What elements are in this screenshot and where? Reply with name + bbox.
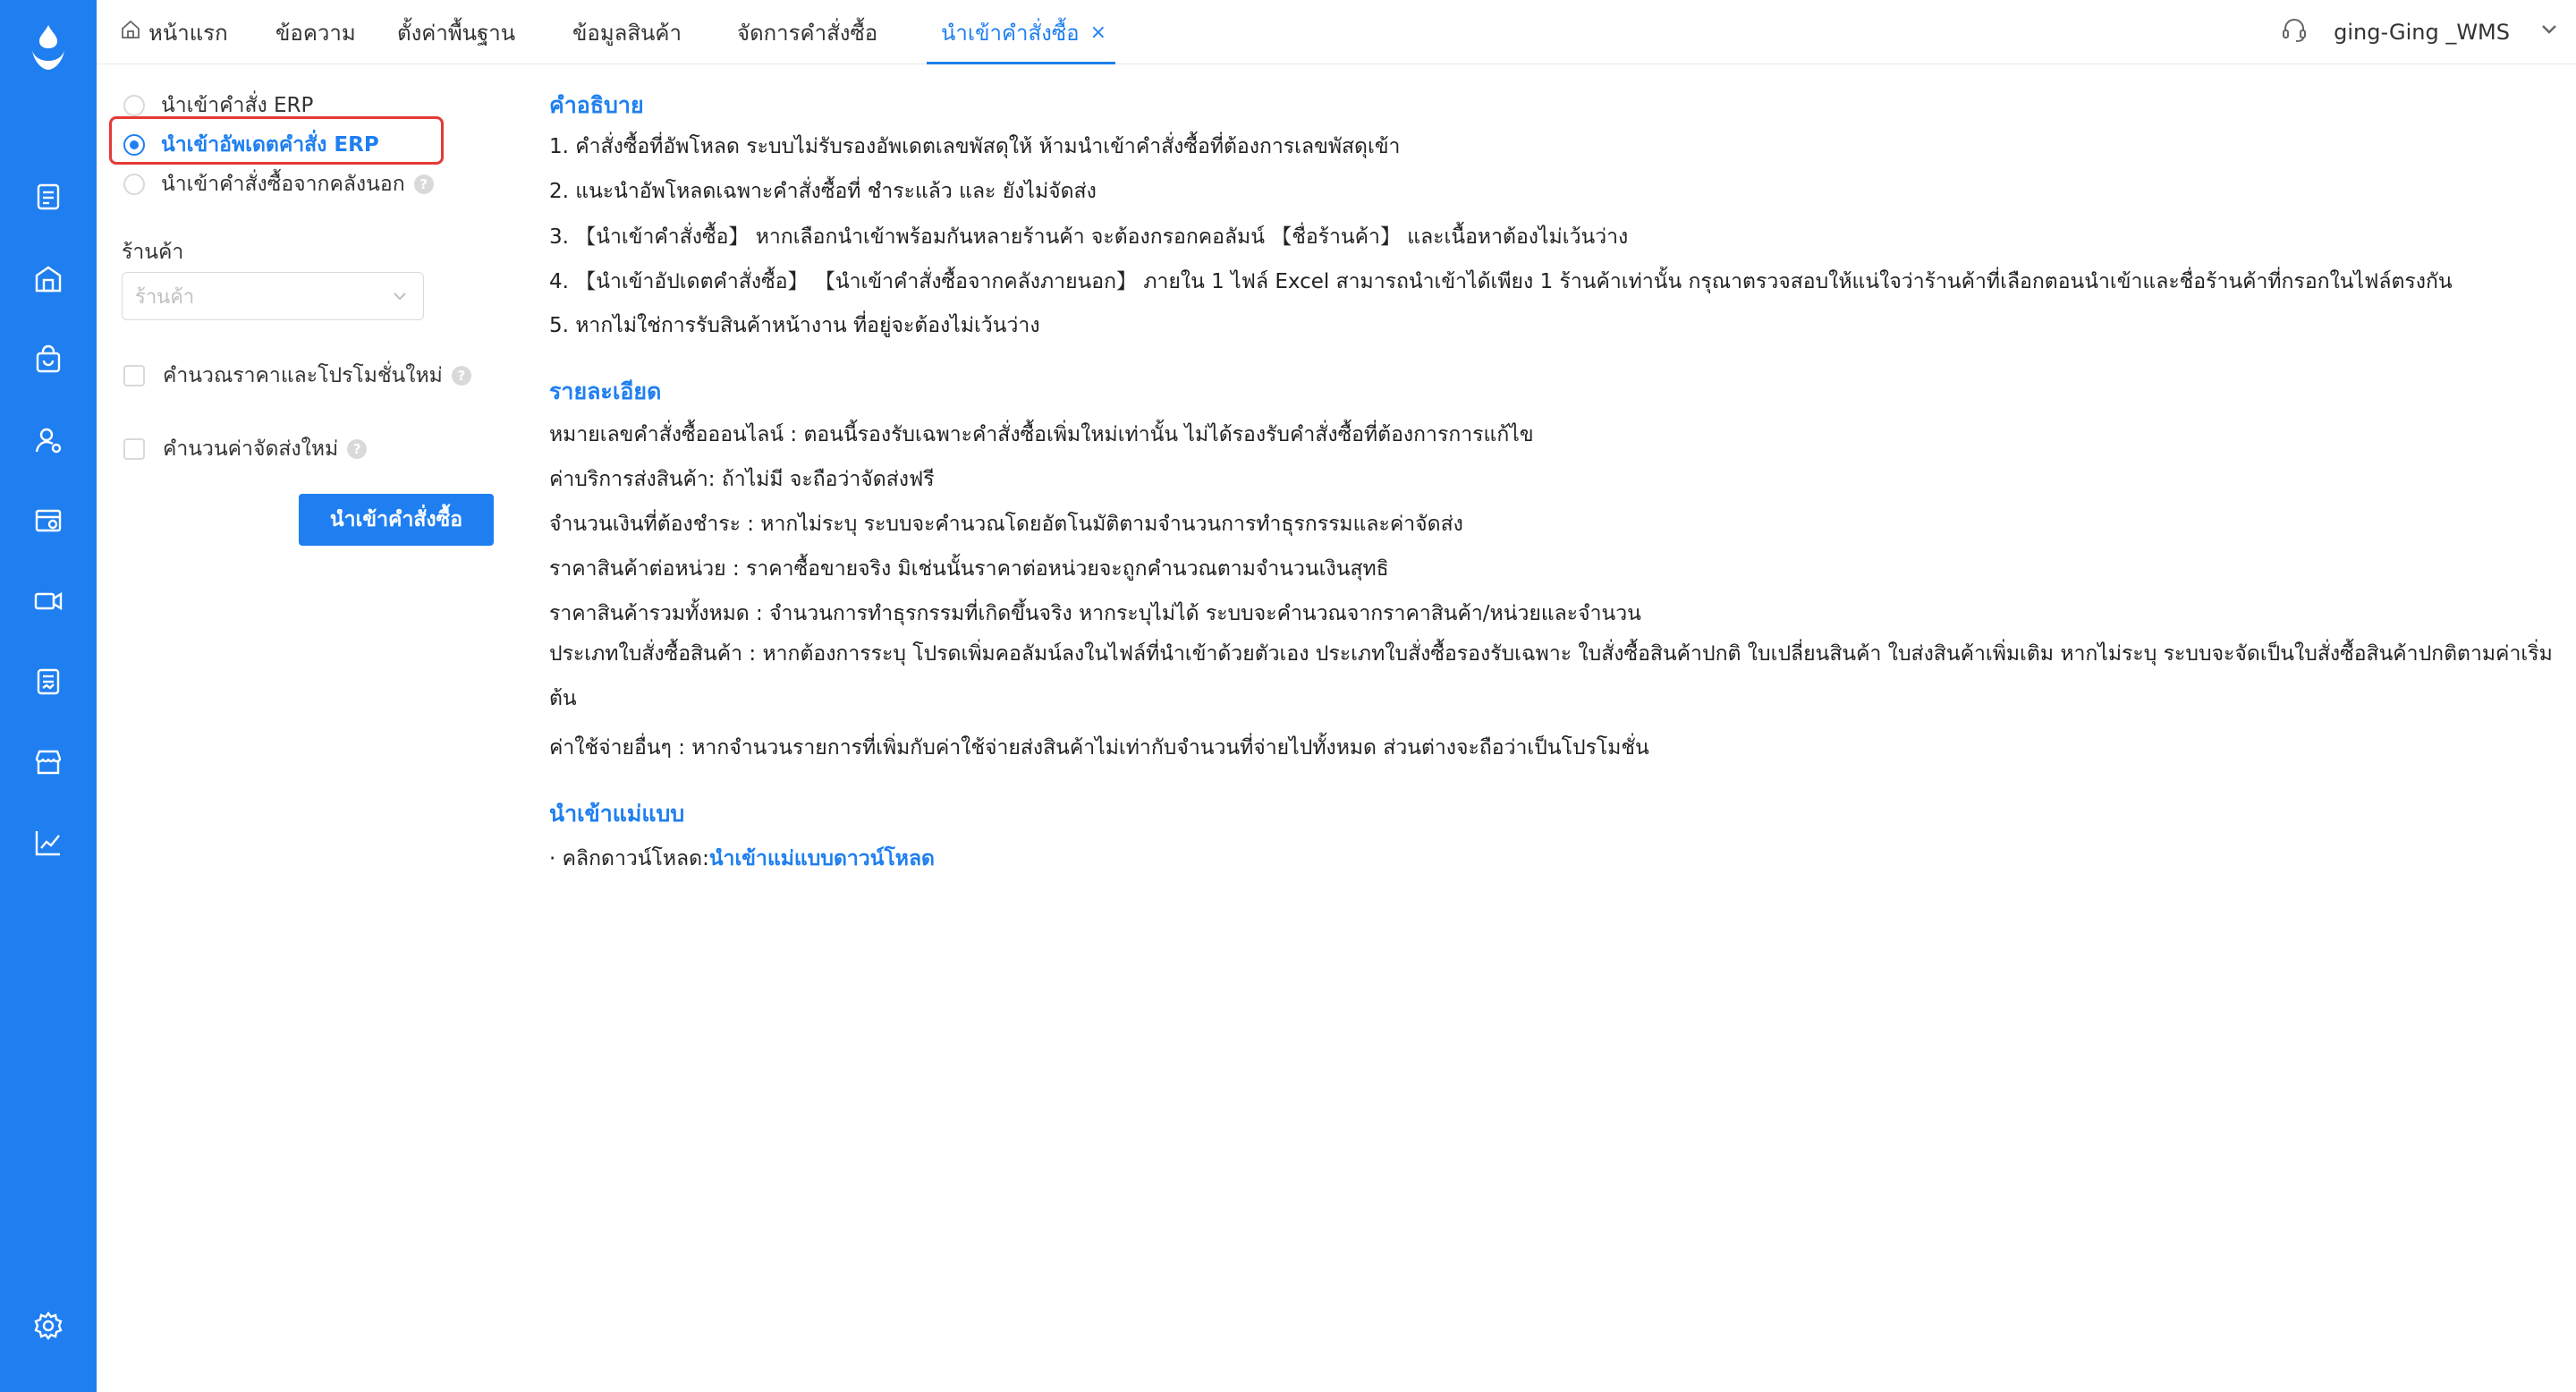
details-item: ราคาสินค้าต่อหน่วย : ราคาซื้อขายจริง มิเช่นนั้นราคาต่อหน่วยจะถูกคำนวณตามจำนวนเงินสุทธิ [549,557,1389,581]
tab-label: ตั้งค่าพื้นฐาน [397,20,516,46]
tab-label: หน้าแรก [148,20,228,46]
radio-button[interactable] [123,134,145,156]
chevron-down-icon[interactable] [2535,15,2563,49]
store-label: ร้านค้า [122,241,184,264]
shop-icon[interactable] [30,744,66,780]
headset-icon[interactable] [2280,15,2309,49]
radio-label: นำเข้าคำสั่งซื้อจากคลังนอก [161,173,405,196]
close-icon[interactable]: × [1089,21,1107,44]
sidebar [0,0,97,1392]
checkbox[interactable] [123,365,145,386]
radio-import-update-erp[interactable] [123,129,379,161]
chart-icon[interactable] [30,825,66,861]
tab-messages[interactable] [275,0,356,64]
help-icon[interactable]: ? [452,366,471,386]
import-orders-button[interactable]: นำเข้าคำสั่งซื้อ [299,494,494,546]
user-settings-icon[interactable] [30,422,66,458]
details-item: ประเภทใบสั่งซื้อสินค้า : หากต้องการระบุ โปรดเพิ่มคอลัมน์ลงในไฟล์ที่นำเข้าด้วยตัวเอง ประเภทใบสั่งซื้อรองรับเฉพาะ ใบสั่งซื้อสินค้าปกติ ใบเปลี่ยนสินค้า ใบส่งสินค้าเพิ่มเติม หากไม่ระบุ ระบบจะจัดเป็นใบสั่งซื้อสินค้าปกติตามค่าเริ่มต้น [549,642,2553,710]
description-item: 1. คำสั่งซื้อที่อัพโหลด ระบบไม่รับรองอัพเดตเลขพัสดุให้ ห้ามนำเข้าคำสั่งซื้อที่ต้องการเลขพัสดุเข้า [549,135,1401,158]
radio-import-erp[interactable] [123,89,313,122]
video-icon[interactable] [30,583,66,619]
warehouse-icon[interactable] [30,261,66,297]
details-item: หมายเลขคำสั่งซื้อออนไลน์ : ตอนนี้รองรับเฉพาะคำสั่งซื้อเพิ่มใหม่เท่านั้น ไม่ได้รองรับคำสั่งซื้อที่ต้องการการแก้ไข [549,423,1534,446]
settings-icon[interactable] [30,1308,66,1344]
details-item: จำนวนเงินที่ต้องชำระ : หากไม่ระบุ ระบบจะคำนวณโดยอัตโนมัติตามจำนวนการทำธุรกรรมและค่าจัดส่ง [549,513,1463,536]
tab-order-management[interactable] [737,0,877,64]
bag-icon[interactable] [30,342,66,378]
tab-import-orders[interactable] [927,0,1115,64]
checkbox-recalc-price[interactable] [123,360,471,392]
username[interactable]: ging-Ging _WMS [2334,20,2510,45]
details-item: ค่าบริการส่งสินค้า: ถ้าไม่มี จะถือว่าจัดส่งฟรี [549,468,935,491]
checkbox-recalc-shipping[interactable] [123,433,367,465]
logo-icon[interactable] [27,23,70,73]
chevron-down-icon [391,287,409,305]
store-select-placeholder: ร้านค้า [135,285,195,309]
report-icon[interactable] [30,664,66,700]
tab-label: นำเข้าคำสั่งซื้อ [941,20,1080,46]
tab-label: จัดการคำสั่งซื้อ [737,20,878,46]
help-icon[interactable]: ? [347,439,367,459]
details-item: ค่าใช้จ่ายอื่นๆ : หากจำนวนรายการที่เพิ่มกับค่าใช้จ่ายส่งสินค้าไม่เท่ากับจำนวนที่จ่ายไปทั้งหมด ส่วนต่างจะถือว่าเป็นโปรโมชั่น [549,736,1649,760]
description-item: 5. หากไม่ใช่การรับสินค้าหน้างาน ที่อยู่จะต้องไม่เว้นว่าง [549,314,1040,337]
store-select[interactable] [122,272,424,320]
checkbox-label: คำนวนค่าจัดส่งใหม่ [163,437,339,461]
details-title: รายละเอียด [549,378,662,404]
template-download-link[interactable]: นำเข้าแม่แบบดาวน์โหลด [708,847,935,870]
details-item: ราคาสินค้ารวมทั้งหมด : จำนวนการทำธุรกรรมที่เกิดขึ้นจริง หากระบุไม่ได้ ระบบจะคำนวณจากราคาสินค้า/หน่วยและจำนวน [549,602,1641,625]
description-item: 2. แนะนำอัพโหลดเฉพาะคำสั่งซื้อที่ ชำระแล้ว และ ยังไม่จัดส่ง [549,180,1097,203]
help-icon[interactable]: ? [414,174,434,194]
tab-basic-settings[interactable] [397,0,515,64]
template-download-row [549,843,935,875]
radio-label: นำเข้าคำสั่ง ERP [161,94,314,117]
template-title: นำเข้าแม่แบบ [549,801,685,827]
tab-product-info[interactable] [572,0,682,64]
top-nav [97,0,2576,64]
tab-label: ข้อความ [275,20,356,46]
user-area [2280,0,2563,64]
home-icon [120,19,148,46]
tab-label: ข้อมูลสินค้า [572,20,682,46]
radio-label: นำเข้าอัพเดตคำสั่ง ERP [161,133,379,157]
description-title: คำอธิบาย [549,92,644,118]
checkbox-label: คำนวณราคาและโปรโมชั่นใหม่ [163,364,443,387]
radio-import-external-warehouse[interactable] [123,168,434,200]
radio-button[interactable] [123,95,145,116]
template-prefix: · คลิกดาวน์โหลด: [549,847,709,870]
radio-button[interactable] [123,174,145,195]
store-settings-icon[interactable] [30,503,66,539]
checkbox[interactable] [123,438,145,460]
description-item: 4. 【นำเข้าอัปเดตคำสั่งซื้อ】 【นำเข้าคำสั่งซื้อจากคลังภายนอก】 ภายใน 1 ไฟล์ Excel สามารถนำเข้าได้เพียง 1 ร้านค้าเท่านั้น กรุณาตรวจสอบให้แน่ใจว่าร้านค้าที่เลือกตอนนำเข้าและชื่อร้านค้าที่กรอกในไฟล์ตรงกัน [549,270,2453,293]
tab-home[interactable] [120,0,228,64]
description-item: 3. 【นำเข้าคำสั่งซื้อ】 หากเลือกนำเข้าพร้อมกันหลายร้านค้า จะต้องกรอกคอลัมน์ 【ชื่อร้านค้า】 และเนื้อหาต้องไม่เว้นว่าง [549,225,1629,249]
document-icon[interactable] [30,179,66,215]
